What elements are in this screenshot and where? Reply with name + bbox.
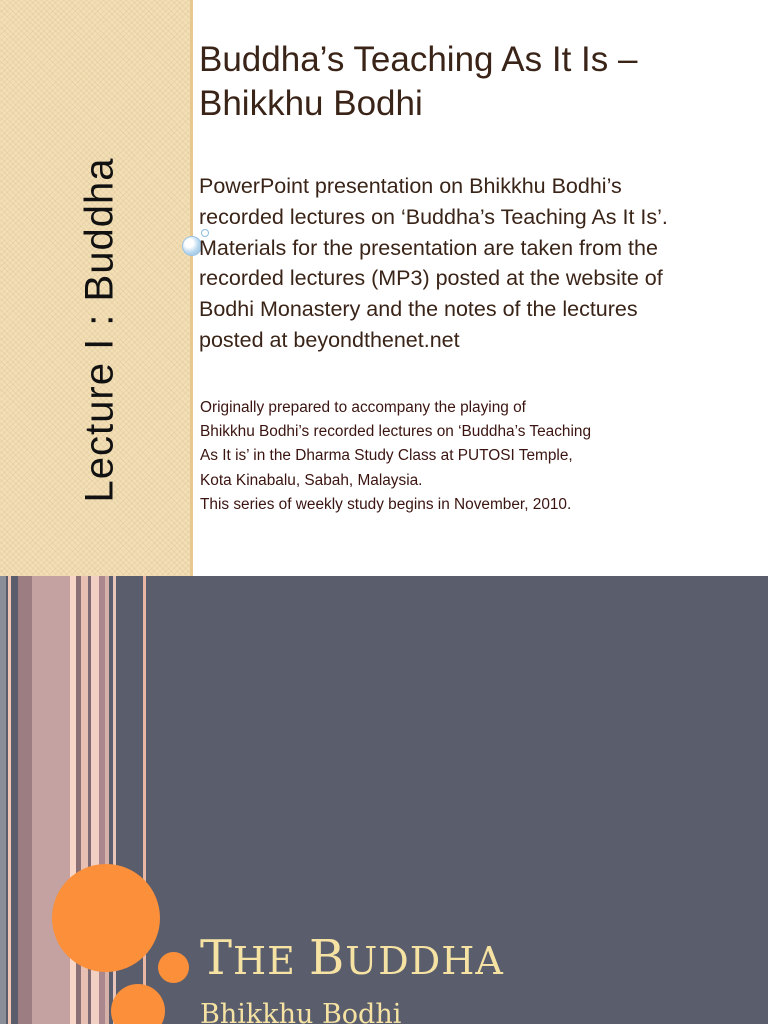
side-divider: [190, 0, 193, 576]
slide-title-line-2: Bhikkhu Bodhi: [199, 84, 423, 123]
note-line: As It is’ in the Dharma Study Class at PUTOSI Temple,: [200, 447, 573, 465]
stripe: [18, 576, 32, 1024]
presentation-description: [199, 171, 749, 356]
description-line: Materials for the presentation are taken from the: [199, 235, 658, 260]
slide-2-subtitle: Bhikkhu Bodhi: [200, 999, 402, 1024]
small-orange-circle-icon: [158, 952, 189, 983]
stripe: [8, 576, 11, 1024]
title-initial: T: [200, 930, 234, 986]
note-line: This series of weekly study begins in November, 2010.: [200, 495, 572, 513]
note-line: Kota Kinabalu, Sabah, Malaysia.: [200, 471, 423, 489]
description-line: recorded lectures on ‘Buddha’s Teaching As It Is’.: [199, 204, 668, 229]
stripe: [32, 576, 70, 1024]
note-line: Bhikkhu Bodhi’s recorded lectures on ‘Buddha’s Teaching: [200, 423, 592, 441]
description-line: posted at beyondthenet.net: [199, 327, 460, 352]
slide-title: [199, 38, 739, 126]
title-initial: B: [308, 930, 346, 986]
title-word-rest: UDDHA: [345, 939, 504, 983]
slide-2-title: [200, 928, 504, 991]
vertical-lecture-title: Lecture I : Buddha: [77, 157, 122, 503]
description-line: PowerPoint presentation on Bhikkhu Bodhi’s: [199, 174, 622, 198]
side-panel: [0, 0, 190, 576]
large-orange-circle-icon: [52, 864, 160, 972]
stripe: [0, 576, 6, 1024]
description-line: recorded lectures (MP3) posted at the website of: [199, 266, 663, 291]
description-line: Bodhi Monastery and the notes of the lectures: [199, 297, 638, 322]
title-word-rest: HE: [233, 939, 309, 983]
note-line: Originally prepared to accompany the playing of: [200, 399, 526, 416]
medium-orange-circle-icon: [111, 984, 165, 1024]
origin-note: [200, 396, 740, 517]
slide-title-line-1: Buddha’s Teaching As It Is –: [199, 40, 638, 79]
slide-2: [0, 576, 768, 1024]
